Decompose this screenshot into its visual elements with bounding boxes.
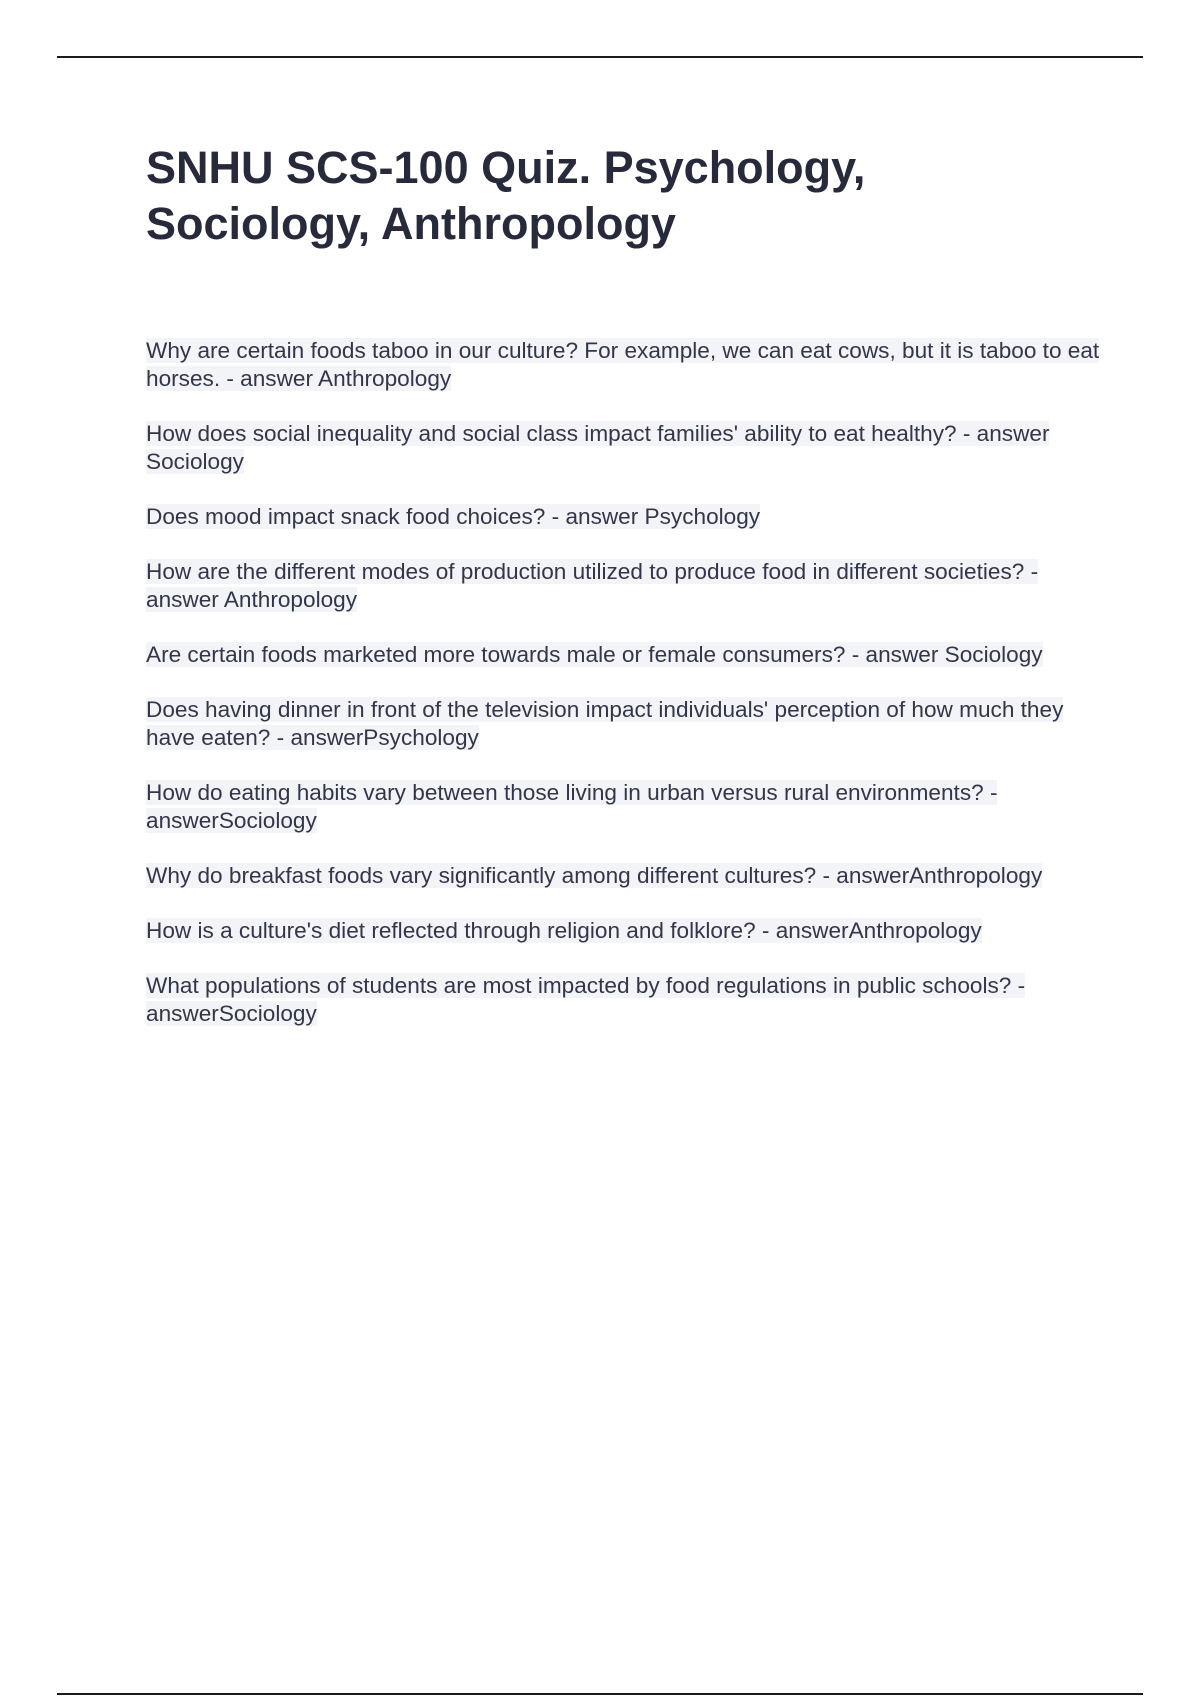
qa-item [146,972,1101,1028]
qa-text: Does having dinner in front of the television impact individuals' perception of how much they have eaten? - answerPsychology [146,697,1064,750]
bottom-divider [57,1693,1143,1695]
qa-item [146,779,1101,835]
document-title: SNHU SCS-100 Quiz. Psychology, Sociology, Anthropology [146,142,866,249]
qa-text: How are the different modes of production utilized to produce food in different societies? - answer Anthropology [146,559,1039,612]
qa-item [146,420,1101,476]
qa-item [146,641,1101,669]
qa-text: What populations of students are most impacted by food regulations in public schools? - answerSociology [146,973,1026,1026]
qa-text: How do eating habits vary between those living in urban versus rural environments? - answerSociology [146,780,998,833]
qa-item [146,503,1101,531]
qa-text: Why do breakfast foods vary significantly among different cultures? - answerAnthropology [146,863,1043,888]
qa-text: Does mood impact snack food choices? - answer Psychology [146,504,761,529]
qa-item [146,337,1101,393]
qa-item [146,696,1101,752]
document-body [146,140,1101,1055]
qa-text: Why are certain foods taboo in our culture? For example, we can eat cows, but it is taboo to eat horses. - answer Anthropology [146,338,1100,391]
qa-text: How does social inequality and social class impact families' ability to eat healthy? - answer Sociology [146,421,1050,474]
qa-list [146,337,1101,1028]
qa-item [146,917,1101,945]
top-divider [57,56,1143,58]
qa-text: Are certain foods marketed more towards male or female consumers? - answer Sociology [146,642,1043,667]
qa-item [146,862,1101,890]
qa-text: How is a culture's diet reflected through religion and folklore? - answerAnthropology [146,918,982,943]
qa-item [146,558,1101,614]
